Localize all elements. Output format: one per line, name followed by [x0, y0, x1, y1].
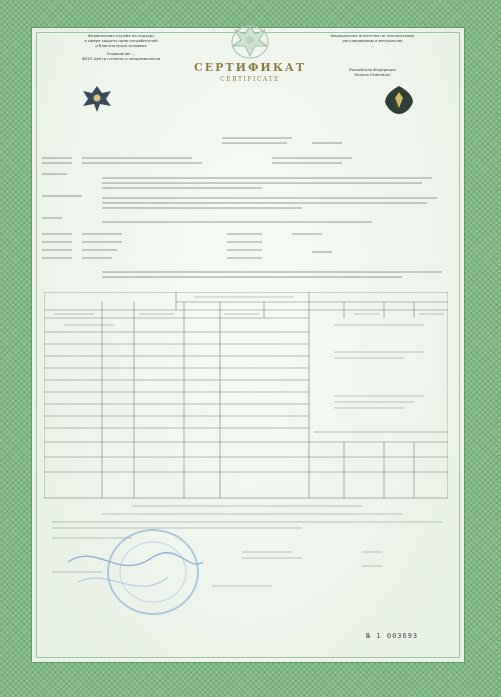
eagle-emblem-icon: [225, 18, 275, 62]
left-emblem-icon: [80, 84, 114, 114]
header-left-line-3: и благополучия человека: [95, 43, 147, 48]
stamp-icon: [58, 522, 208, 622]
serial-number: № 1 003693: [366, 632, 419, 640]
header-left-line-2: в сфере защиты прав потребителей: [84, 38, 158, 43]
fine-print-block: [42, 134, 452, 294]
header-right-line-3: ...: [370, 43, 375, 48]
header-left-line-5: ФБУЗ Центр гигиены и эпидемиологии: [81, 56, 161, 61]
right-emblem-icon: [382, 84, 416, 116]
certificate-title: СЕРТИФИКАТ: [194, 61, 306, 74]
header-left-line-1: Федеральная служба по надзору: [87, 33, 155, 38]
header-right-line-2: регулированию и метрологии: [342, 38, 403, 43]
header-right-line-4: Российская Федерация: [349, 67, 396, 72]
results-table: [44, 292, 448, 500]
header-left-line-4: Управление ...: [106, 51, 136, 56]
certificate-subtitle: CERTIFICATE: [220, 76, 280, 83]
header-right-line-5: Russian Federation: [354, 72, 391, 77]
header-right-line-1: Федеральное агентство по техническому: [330, 33, 415, 38]
